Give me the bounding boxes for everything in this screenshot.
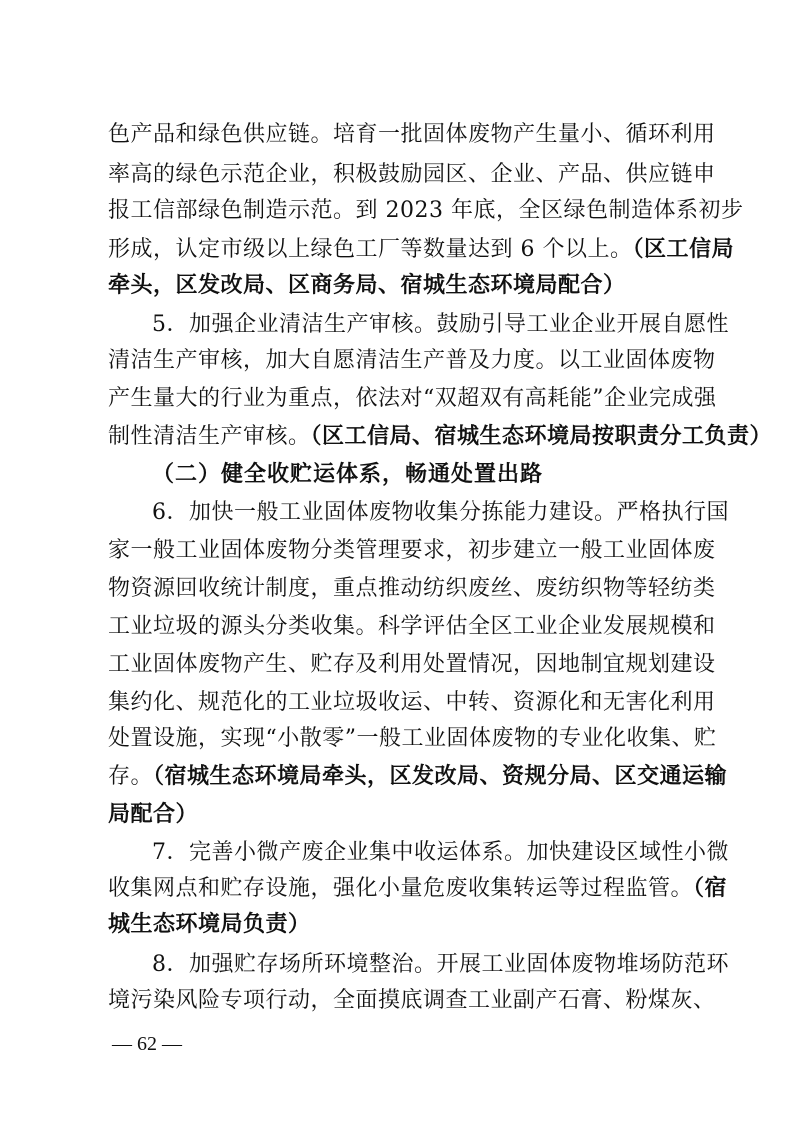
responsible-dept: 城生态环境局负责） bbox=[108, 912, 311, 937]
body-line: 家一般工业固体废物分类管理要求，初步建立一般工业固体废 bbox=[108, 538, 716, 563]
body-line: 境污染风险专项行动，全面摸底调查工业副产石膏、粉煤灰、 bbox=[108, 988, 716, 1013]
responsible-dept: （宿城生态环境局牵头，区发改局、资规分局、区交通运输 bbox=[153, 764, 728, 789]
body-line: 报工信部绿色制造示范。到 2023 年底，全区绿色制造体系初步 bbox=[108, 198, 744, 223]
responsible-dept: 牵头，区发改局、区商务局、宿城生态环境局配合） bbox=[108, 273, 626, 298]
body-line: 率高的绿色示范企业，积极鼓励园区、企业、产品、供应链申 bbox=[108, 162, 716, 187]
body-line bbox=[108, 760, 728, 794]
body-line: 清洁生产审核，加大自愿清洁生产普及力度。以工业固体废物 bbox=[108, 348, 716, 373]
responsible-dept: （区工信局 bbox=[632, 237, 735, 262]
page-number: — 62 — bbox=[112, 1033, 182, 1055]
responsible-dept: （区工信局、宿城生态环境局按职责分工负责） bbox=[310, 424, 773, 449]
body-text: 存。 bbox=[108, 764, 154, 789]
body-text: 收集网点和贮存设施，强化小量危废收集转运等过程监管。 bbox=[108, 876, 694, 901]
item-5-line: 5．加强企业清洁生产审核。鼓励引导工业企业开展自愿性 bbox=[152, 312, 729, 337]
body-line: 集约化、规范化的工业垃圾收运、中转、资源化和无害化利用 bbox=[108, 690, 716, 715]
responsible-dept: （宿 bbox=[693, 876, 728, 901]
body-line: 工业固体废物产生、贮存及利用处置情况，因地制宜规划建设 bbox=[108, 652, 716, 677]
body-line: 色产品和绿色供应链。培育一批固体废物产生量小、循环利用 bbox=[108, 122, 716, 147]
body-line: 工业垃圾的源头分类收集。科学评估全区工业企业发展规模和 bbox=[108, 614, 716, 639]
body-text: 制性清洁生产审核。 bbox=[108, 424, 311, 449]
section-heading: （二）健全收贮运体系，畅通处置出路 bbox=[152, 462, 544, 487]
responsible-dept: 局配合） bbox=[108, 802, 199, 827]
body-line bbox=[108, 233, 735, 267]
body-line: 物资源回收统计制度，重点推动纺织废丝、废纺织物等轻纺类 bbox=[108, 576, 716, 601]
item-7-line: 7．完善小微产废企业集中收运体系。加快建设区域性小微 bbox=[152, 840, 729, 865]
body-line: 处置设施，实现“小散零”一般工业固体废物的专业化收集、贮 bbox=[108, 726, 717, 751]
body-line bbox=[108, 872, 728, 906]
item-6-line: 6．加快一般工业固体废物收集分拣能力建设。严格执行国 bbox=[152, 500, 729, 525]
body-line: 产生量大的行业为重点，依法对“双超双有高耗能”企业完成强 bbox=[108, 386, 717, 411]
item-8-line: 8．加强贮存场所环境整治。开展工业固体废物堆场防范环 bbox=[152, 952, 729, 977]
body-line bbox=[108, 420, 773, 454]
body-text: 形成，认定市级以上绿色工厂等数量达到 6 个以上。 bbox=[108, 237, 633, 262]
